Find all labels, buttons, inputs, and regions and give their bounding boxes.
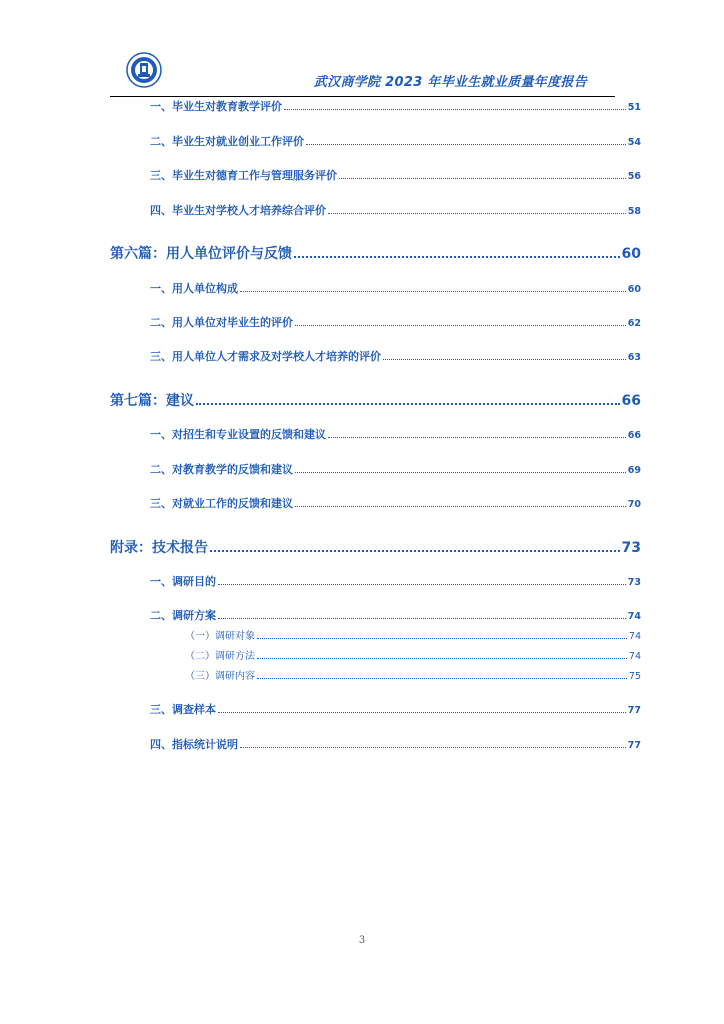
toc-page-number: 74 [628, 651, 641, 662]
toc-leader-dots [210, 550, 620, 552]
toc-leader-dots [328, 213, 626, 214]
toc-entry-label: 一、调研目的 [150, 575, 216, 588]
toc-page-number: 69 [627, 465, 641, 476]
toc-entry[interactable] [150, 461, 641, 477]
toc-entry[interactable] [150, 426, 641, 442]
toc-subentry-label: （三）调研内容 [185, 671, 255, 682]
toc-entry-label: 二、毕业生对就业创业工作评价 [150, 135, 304, 148]
toc-page-number: 54 [627, 137, 641, 148]
toc-chapter-entry[interactable] [110, 390, 641, 410]
toc-entry-label: 三、对就业工作的反馈和建议 [150, 497, 293, 510]
toc-page-number: 60 [621, 246, 641, 262]
toc-page-number: 77 [627, 740, 641, 751]
toc-entry-label: 三、用人单位人才需求及对学校人才培养的评价 [150, 350, 381, 363]
toc-leader-dots [240, 291, 626, 292]
toc-page-number: 73 [621, 540, 641, 556]
toc-page-number: 66 [627, 430, 641, 441]
toc-entry[interactable] [150, 98, 641, 114]
toc-entry[interactable] [150, 280, 641, 296]
toc-entry[interactable] [150, 701, 641, 717]
toc-entry[interactable] [150, 736, 641, 752]
toc-leader-dots [383, 359, 626, 360]
toc-entry-label: 四、指标统计说明 [150, 738, 238, 751]
toc-leader-dots [218, 618, 626, 619]
toc-leader-dots [196, 403, 620, 405]
page-number: 3 [358, 935, 366, 946]
toc-entry-label: 一、毕业生对教育教学评价 [150, 100, 282, 113]
toc-entry-label: 二、用人单位对毕业生的评价 [150, 316, 293, 329]
toc-subentry[interactable] [185, 667, 641, 682]
toc-entry-label: 二、对教育教学的反馈和建议 [150, 463, 293, 476]
toc-page-number: 62 [627, 318, 641, 329]
toc-leader-dots [306, 144, 626, 145]
university-logo-icon [126, 52, 162, 88]
toc-entry[interactable] [150, 495, 641, 511]
toc-entry[interactable] [150, 348, 641, 364]
toc-chapter-label: 第七篇：建议 [110, 393, 194, 409]
toc-entry[interactable] [150, 202, 641, 218]
toc-page-number: 74 [628, 631, 641, 642]
toc-leader-dots [295, 506, 626, 507]
toc-leader-dots [295, 472, 626, 473]
toc-leader-dots [294, 256, 620, 258]
toc-page-number: 63 [627, 352, 641, 363]
toc-page-number: 70 [627, 499, 641, 510]
toc-entry[interactable] [150, 607, 641, 623]
toc-chapter-label: 第六篇：用人单位评价与反馈 [110, 246, 292, 262]
toc-leader-dots [328, 437, 626, 438]
toc-leader-dots [218, 584, 626, 585]
toc-page-number: 73 [627, 577, 641, 588]
toc-entry-label: 三、毕业生对德育工作与管理服务评价 [150, 169, 337, 182]
toc-entry-label: 一、对招生和专业设置的反馈和建议 [150, 428, 326, 441]
toc-leader-dots [284, 109, 626, 110]
toc-subentry-label: （一）调研对象 [185, 631, 255, 642]
toc-entry[interactable] [150, 314, 641, 330]
toc-entry-label: 四、毕业生对学校人才培养综合评价 [150, 204, 326, 217]
toc-page-number: 56 [627, 171, 641, 182]
toc-page-number: 58 [627, 206, 641, 217]
toc-entry[interactable] [150, 133, 641, 149]
toc-page-number: 77 [627, 705, 641, 716]
toc-leader-dots [240, 747, 626, 748]
toc-entry[interactable] [150, 573, 641, 589]
toc-entry-label: 三、调查样本 [150, 703, 216, 716]
toc-page-number: 66 [621, 393, 641, 409]
toc-subentry[interactable] [185, 647, 641, 662]
toc-page-number: 51 [627, 102, 641, 113]
toc-leader-dots [218, 712, 626, 713]
toc-chapter-entry[interactable] [110, 537, 641, 557]
toc-page-number: 74 [627, 611, 641, 622]
toc-leader-dots [257, 638, 627, 639]
toc-chapter-entry[interactable] [110, 243, 641, 263]
toc-leader-dots [339, 178, 626, 179]
toc-leader-dots [257, 658, 627, 659]
toc-entry[interactable] [150, 167, 641, 183]
toc-entry-label: 二、调研方案 [150, 609, 216, 622]
toc-subentry[interactable] [185, 627, 641, 642]
toc-leader-dots [295, 325, 626, 326]
toc-page-number: 60 [627, 284, 641, 295]
toc-chapter-label: 附录：技术报告 [110, 540, 208, 556]
header-title: 武汉商学院 2023 年毕业生就业质量年度报告 [313, 75, 587, 90]
toc-page-number: 75 [628, 671, 641, 682]
toc-subentry-label: （二）调研方法 [185, 651, 255, 662]
toc-leader-dots [257, 678, 627, 679]
toc-entry-label: 一、用人单位构成 [150, 282, 238, 295]
page-header [110, 50, 615, 97]
